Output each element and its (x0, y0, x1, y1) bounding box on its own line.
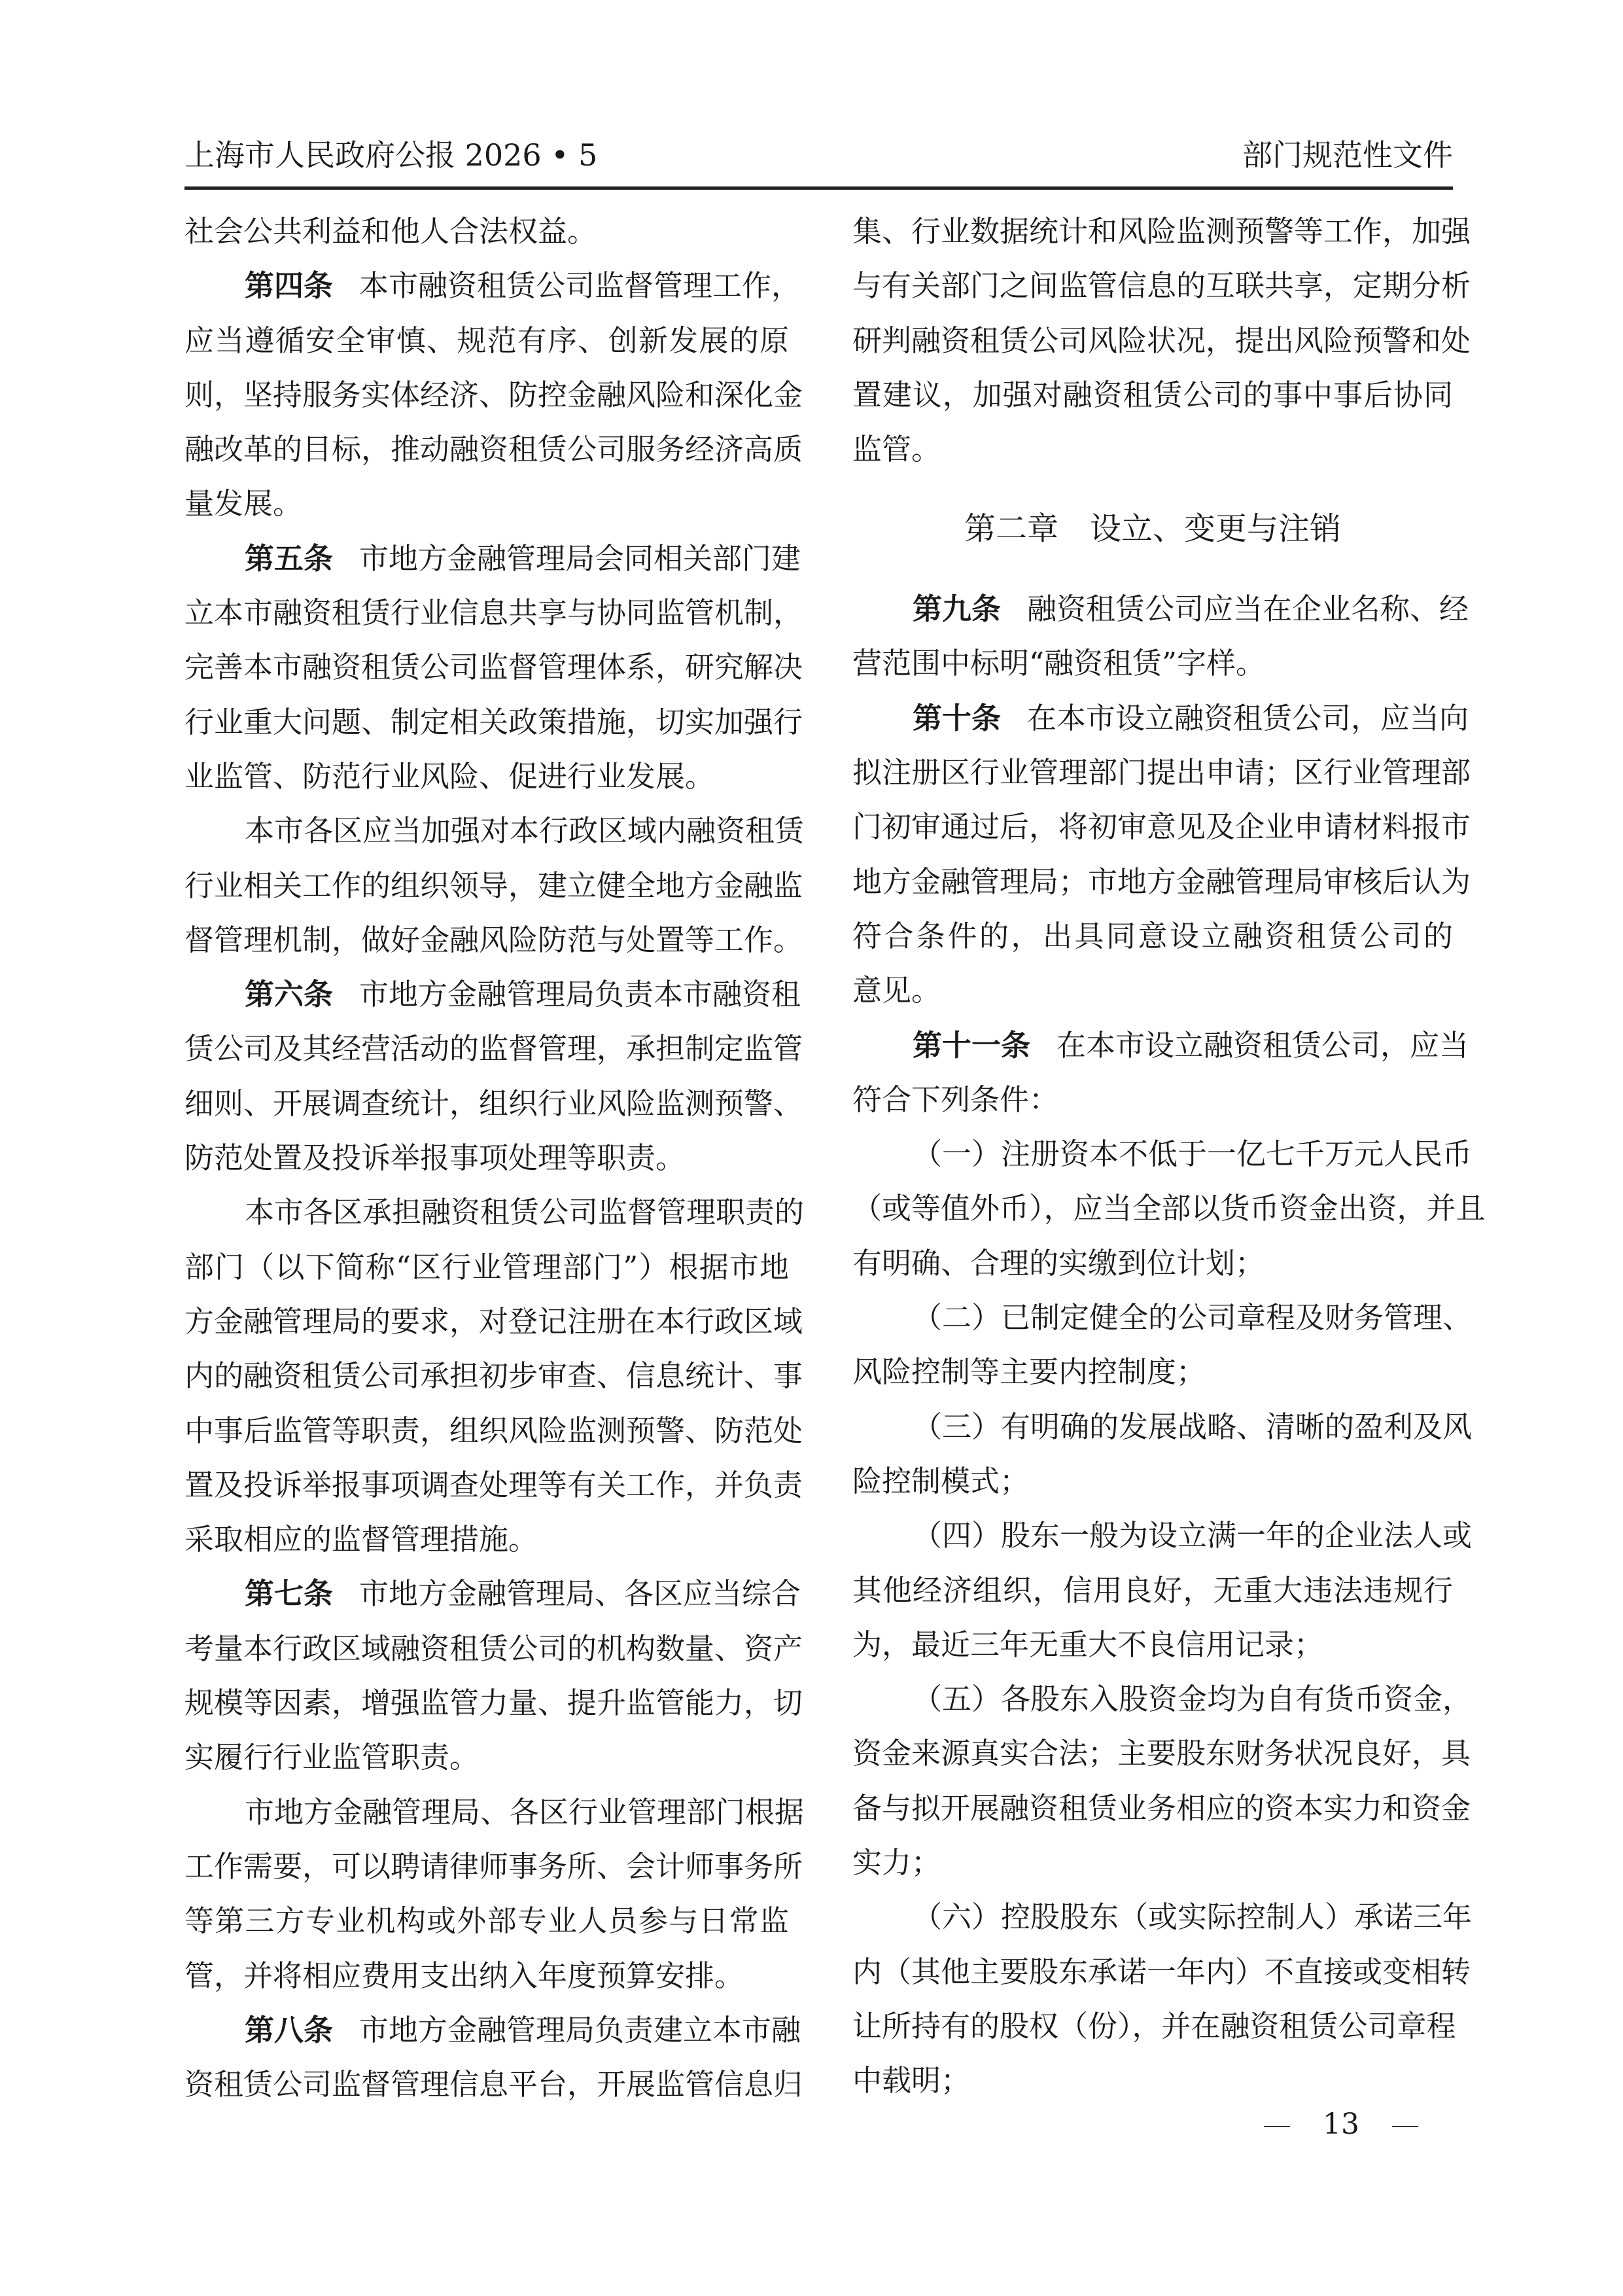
line-text: 备与拟开展融资租赁业务相应的资本实力和资金 (852, 1790, 1471, 1826)
text-line (852, 1781, 1471, 1835)
paragraph (852, 1400, 1473, 1509)
text-line (184, 204, 789, 258)
article-label: 第九条 (913, 592, 1002, 627)
line-text: （或等值外币），应当全部以货币资金出资，并且 (852, 1191, 1486, 1226)
line-text: 融改革的目标，推动融资租赁公司服务经济高质 (184, 432, 803, 467)
line-text: 防范处置及投诉举报事项处理等职责。 (184, 1140, 686, 1176)
line-text: 资金来源真实合法；主要股东财务状况良好，具 (852, 1736, 1471, 1771)
paragraph (184, 204, 789, 258)
text-line (852, 800, 1471, 854)
text-line (184, 640, 803, 694)
text-line (184, 1458, 803, 1512)
text-line (184, 1621, 803, 1676)
line-text: 融资租赁公司应当在企业名称、经 (1027, 592, 1469, 627)
line-text: 实力； (852, 1845, 941, 1880)
text-line (184, 1349, 803, 1403)
text-line (184, 1076, 803, 1131)
line-text: 符合条件的，出具同意设立融资租赁公司的 (852, 918, 1453, 953)
line-text: （四）股东一般为设立满一年的企业法人或 (913, 1518, 1473, 1553)
text-line (852, 1890, 1473, 1944)
header-rule (184, 186, 1453, 190)
line-text: 内（其他主要股东承诺一年内）不直接或变相转 (852, 1954, 1471, 1989)
line-text: 在本市设立融资租赁公司，应当向 (1027, 700, 1469, 735)
dash-right (1392, 2126, 1418, 2127)
article-paragraph (184, 1566, 803, 1784)
line-text: 研判融资租赁公司风险状况，提出风险预警和处 (852, 323, 1471, 358)
paragraph (852, 204, 1471, 476)
text-line (852, 745, 1471, 800)
line-text: 与有关部门之间监管信息的互联共享，定期分析 (852, 268, 1471, 304)
line-text: 内的融资租赁公司承担初步审查、信息统计、事 (184, 1358, 803, 1394)
paragraph (184, 1785, 805, 2003)
paragraph (852, 1508, 1473, 1672)
line-text: 立本市融资租赁行业信息共享与协同监管机制， (184, 595, 803, 631)
article-label: 第八条 (245, 2012, 334, 2047)
text-line (852, 1726, 1471, 1780)
line-text: 市地方金融管理局会同相关部门建 (359, 540, 801, 576)
text-line (184, 1131, 789, 1185)
line-text: 意见。 (852, 973, 941, 1008)
text-line (184, 1839, 803, 1894)
text-line (184, 422, 803, 476)
text-line (184, 1512, 789, 1566)
article-label: 第四条 (245, 268, 334, 304)
paragraph (184, 804, 805, 967)
line-text: 部门（以下简称“区行业管理部门”）根据市地 (184, 1249, 789, 1284)
line-text: 实履行行业监管职责。 (184, 1740, 480, 1775)
text-line (184, 2057, 803, 2111)
text-line (852, 2053, 1453, 2108)
text-line (184, 1676, 803, 1730)
paragraph (852, 1290, 1473, 1400)
text-line (852, 909, 1453, 963)
line-text: 为，最近三年无重大不良信用记录； (852, 1627, 1324, 1662)
line-text: 符合下列条件： (852, 1082, 1059, 1117)
text-line (852, 636, 1453, 690)
page-number (1178, 2104, 1505, 2146)
text-line (184, 1240, 789, 1294)
text-line (852, 1018, 1469, 1072)
text-line (184, 913, 803, 967)
line-text: 有明确、合理的实缴到位计划； (852, 1245, 1265, 1280)
article-paragraph (184, 967, 803, 1185)
text-line (184, 586, 803, 640)
line-text: 中载明； (852, 2063, 971, 2098)
text-line (852, 1127, 1473, 1181)
text-line (852, 1999, 1456, 2053)
line-text: 置建议，加强对融资租赁公司的事中事后协同 (852, 377, 1453, 412)
line-text: 拟注册区行业管理部门提出申请；区行业管理部 (852, 755, 1471, 790)
text-line (852, 1454, 1453, 1508)
article-paragraph (852, 582, 1469, 691)
line-text: （三）有明确的发展战略、清晰的盈利及风 (913, 1409, 1473, 1444)
text-line (184, 1294, 803, 1349)
line-text: 行业相关工作的组织领导，建立健全地方金融监 (184, 868, 803, 903)
text-line (852, 1508, 1473, 1563)
chapter-heading: 第二章 设立、变更与注销 (964, 510, 1341, 548)
line-text: 市地方金融管理局、各区行业管理部门根据 (245, 1794, 805, 1829)
article-label: 第十一条 (913, 1027, 1031, 1063)
section-title: 部门规范性文件 (1242, 137, 1453, 173)
paragraph (852, 1890, 1473, 2108)
line-text: 市地方金融管理局、各区应当综合 (359, 1576, 801, 1612)
right-column (852, 204, 1486, 2108)
line-text: 规模等因素，增强监管力量、提升监管能力，切 (184, 1686, 803, 1721)
line-text: 营范围中标明“融资租赁”字样。 (852, 646, 1266, 681)
text-line (184, 1566, 801, 1621)
text-line (184, 1404, 803, 1458)
line-text: 门初审通过后，将初审意见及企业申请材料报市 (852, 809, 1471, 845)
text-line (852, 258, 1471, 313)
left-column (184, 204, 805, 2111)
text-line (852, 1072, 1453, 1127)
article-paragraph (852, 691, 1471, 1018)
line-text: 中事后监管等职责，组织风险监测预警、防范处 (184, 1413, 803, 1448)
article-label: 第五条 (245, 540, 334, 576)
article-label: 第七条 (245, 1576, 334, 1612)
text-line (184, 804, 805, 858)
text-line (184, 258, 801, 313)
line-text: 本市融资租赁公司监督管理工作， (359, 268, 801, 304)
text-line (852, 855, 1471, 909)
text-line (852, 1181, 1486, 1235)
text-line (852, 313, 1471, 368)
text-line (852, 422, 1453, 476)
line-text: 在本市设立融资租赁公司，应当 (1056, 1027, 1469, 1063)
article-label: 第十条 (913, 700, 1002, 735)
line-text: 方金融管理局的要求，对登记注册在本行政区域 (184, 1303, 803, 1339)
line-text: 则，坚持服务实体经济、防控金融风险和深化金 (184, 377, 803, 412)
article-paragraph (184, 258, 803, 531)
text-line (184, 749, 789, 804)
article-label: 第六条 (245, 977, 334, 1012)
line-text: 资租赁公司监督管理信息平台，开展监管信息归 (184, 2067, 803, 2102)
line-text: 督管理机制，做好金融风险防范与处置等工作。 (184, 922, 803, 957)
text-line (184, 1730, 789, 1784)
line-text: 市地方金融管理局负责建立本市融 (359, 2012, 801, 2047)
paragraph (852, 1672, 1473, 1890)
text-line (184, 1894, 789, 1948)
page-number-text: 13 (1323, 2108, 1359, 2141)
line-text: 采取相应的监督管理措施。 (184, 1522, 538, 1557)
line-text: 其他经济组织，信用良好，无重大违法违规行 (852, 1572, 1453, 1608)
line-text: 管，并将相应费用支出纳入年度预算安排。 (184, 1958, 744, 1993)
line-text: 本市各区应当加强对本行政区域内融资租赁 (245, 813, 805, 849)
line-text: 量发展。 (184, 486, 303, 521)
text-line (184, 1021, 803, 1076)
line-text: 集、行业数据统计和风险监测预警等工作，加强 (852, 214, 1471, 249)
line-text: 完善本市融资租赁公司监督管理体系，研究解决 (184, 650, 803, 685)
text-line (852, 368, 1453, 422)
article-paragraph (184, 531, 803, 804)
line-text: （一）注册资本不低于一亿七千万元人民币 (913, 1137, 1473, 1172)
text-line (184, 858, 803, 913)
line-text: 本市各区承担融资租赁公司监督管理职责的 (245, 1195, 805, 1230)
text-line (852, 1835, 1453, 1890)
line-text: 应当遵循安全审慎、规范有序、创新发展的原 (184, 323, 789, 358)
line-text: （六）控股股东（或实际控制人）承诺三年 (913, 1899, 1473, 1935)
paragraph (184, 1185, 805, 1566)
text-line (852, 1672, 1473, 1726)
line-text: 等第三方专业机构或外部专业人员参与日常监 (184, 1903, 789, 1939)
text-line (852, 204, 1471, 258)
article-paragraph (852, 1018, 1469, 1127)
text-line (184, 313, 789, 368)
dash-left (1264, 2126, 1290, 2127)
line-text: 赁公司及其经营活动的监督管理，承担制定监管 (184, 1031, 803, 1067)
line-text: 工作需要，可以聘请律师事务所、会计师事务所 (184, 1848, 803, 1884)
text-line (852, 963, 1453, 1017)
line-text: 市地方金融管理局负责本市融资租 (359, 977, 801, 1012)
text-line (184, 967, 801, 1021)
text-line (852, 1290, 1473, 1345)
text-line (852, 1236, 1453, 1290)
text-line (184, 1785, 805, 1839)
text-line (184, 1949, 789, 2003)
line-text: 细则、开展调查统计，组织行业风险监测预警、 (184, 1086, 803, 1121)
text-line (184, 1185, 805, 1239)
text-line (852, 1345, 1453, 1399)
text-line (184, 476, 789, 531)
line-text: 险控制模式； (852, 1463, 1030, 1498)
text-line (184, 695, 803, 749)
line-text: 让所持有的股权（份），并在融资租赁公司章程 (852, 2008, 1456, 2043)
line-text: 业监管、防范行业风险、促进行业发展。 (184, 758, 715, 794)
text-line (184, 2003, 801, 2057)
line-text: 社会公共利益和他人合法权益。 (184, 214, 597, 249)
text-line (852, 691, 1469, 745)
text-line (852, 582, 1469, 636)
text-line (852, 1400, 1473, 1454)
text-line (852, 1945, 1471, 1999)
text-line (184, 368, 803, 422)
line-text: 置及投诉举报事项调查处理等有关工作，并负责 (184, 1467, 803, 1502)
text-line (852, 1563, 1453, 1617)
line-text: （五）各股东入股资金均为自有货币资金， (913, 1682, 1473, 1717)
line-text: 风险控制等主要内控制度； (852, 1354, 1206, 1390)
text-line (852, 1617, 1453, 1672)
line-text: 考量本行政区域融资租赁公司的机构数量、资产 (184, 1631, 803, 1666)
line-text: 监管。 (852, 432, 941, 467)
publication-title: 上海市人民政府公报 2026 • 5 (184, 137, 598, 173)
article-paragraph (184, 2003, 803, 2112)
text-line (184, 531, 801, 586)
paragraph (852, 1127, 1486, 1290)
line-text: （二）已制定健全的公司章程及财务管理、 (913, 1300, 1473, 1335)
line-text: 行业重大问题、制定相关政策措施，切实加强行 (184, 704, 803, 739)
line-text: 地方金融管理局；市地方金融管理局审核后认为 (852, 864, 1471, 899)
